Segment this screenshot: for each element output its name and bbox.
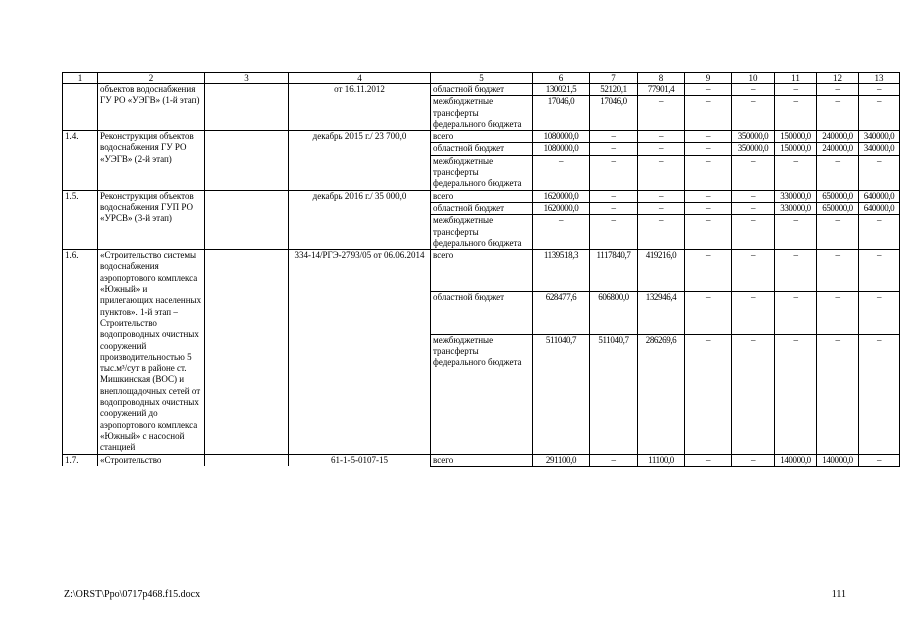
amount-cell: – [685,215,732,250]
amount-cell: 286269,6 [638,334,685,454]
amount-cell: – [859,334,900,454]
table-row [63,84,900,96]
amount-cell: – [638,131,685,143]
item-document: 334-14/РГЭ-2793/05 от 06.06.2014 [289,250,431,454]
amount-cell: 291100,0 [533,454,590,466]
amount-cell: 340000,0 [859,143,900,155]
amount-cell: 511040,7 [533,334,590,454]
col-num-11: 11 [775,73,817,84]
funding-source: областной бюджет [431,292,533,334]
item-number: 1.6. [63,250,98,454]
amount-cell: – [533,155,590,190]
amount-cell: – [685,334,732,454]
amount-cell: – [732,215,775,250]
item-document: 61-1-5-0107-15 [289,454,431,466]
amount-cell: – [775,292,817,334]
funding-source: всего [431,190,533,202]
item-name: Реконструкция объектов водоснабжения ГУП РО «УРСВ» (3-й этап) [98,190,205,249]
item-col3 [205,250,289,454]
budget-table [62,72,900,467]
amount-cell: 17046,0 [533,96,590,131]
amount-cell: 140000,0 [817,454,859,466]
amount-cell: – [817,250,859,292]
col-num-5: 5 [431,73,533,84]
col-num-13: 13 [859,73,900,84]
amount-cell: 132946,4 [638,292,685,334]
funding-source: межбюджетные трансферты федерального бюджета [431,155,533,190]
col-num-1: 1 [63,73,98,84]
item-number: 1.5. [63,190,98,249]
amount-cell: – [817,292,859,334]
amount-cell: – [590,155,638,190]
item-name: «Строительство системы водоснабжения аэропортового комплекса «Южный» и прилегающих населенных пунктов». 1-й этап – Строительство водопроводных очистных сооружений производительностью 5 тыс.м³/сут в районе ст. Мишкинская (ВОС) и внеплощадочных сетей от водопроводных очистных сооружений до аэропортового комплекса «Южный» с насосной станцией [98,250,205,454]
amount-cell: 1080000,0 [533,131,590,143]
amount-cell: – [590,454,638,466]
col-num-12: 12 [817,73,859,84]
col-num-8: 8 [638,73,685,84]
amount-cell: 628477,6 [533,292,590,334]
amount-cell: 511040,7 [590,334,638,454]
item-col3 [205,84,289,131]
table-row [63,454,900,466]
amount-cell: – [817,84,859,96]
item-document: декабрь 2015 г./ 23 700,0 [289,131,431,190]
footer-file-path: Z:\ORST\Ppo\0717p468.f15.docx [64,589,201,600]
amount-cell: – [859,292,900,334]
amount-cell: – [732,96,775,131]
amount-cell: 240000,0 [817,143,859,155]
amount-cell: – [590,215,638,250]
item-name: Реконструкция объектов водоснабжения ГУ РО «УЭГВ» (2-й этап) [98,131,205,190]
amount-cell: 350000,0 [732,131,775,143]
amount-cell: – [685,131,732,143]
amount-cell: – [859,96,900,131]
col-num-6: 6 [533,73,590,84]
amount-cell: 1080000,0 [533,143,590,155]
amount-cell: 77901,4 [638,84,685,96]
amount-cell: – [775,250,817,292]
amount-cell: – [775,96,817,131]
item-col3 [205,131,289,190]
amount-cell: 1620000,0 [533,202,590,214]
amount-cell: – [685,190,732,202]
amount-cell: – [732,190,775,202]
amount-cell: – [817,215,859,250]
column-number-header [63,73,900,84]
amount-cell: – [590,190,638,202]
item-number: 1.4. [63,131,98,190]
amount-cell: – [859,155,900,190]
amount-cell: – [685,143,732,155]
amount-cell: 650000,0 [817,202,859,214]
amount-cell: – [533,215,590,250]
amount-cell: – [638,190,685,202]
item-name: «Строительство [98,454,205,466]
amount-cell: 150000,0 [775,131,817,143]
item-document: от 16.11.2012 [289,84,431,131]
col-num-4: 4 [289,73,431,84]
amount-cell: 140000,0 [775,454,817,466]
amount-cell: 340000,0 [859,131,900,143]
item-col3 [205,454,289,466]
footer-page-number: 111 [831,589,846,600]
amount-cell: – [638,215,685,250]
amount-cell: – [638,202,685,214]
amount-cell: – [685,454,732,466]
amount-cell: 52120,1 [590,84,638,96]
amount-cell: – [732,84,775,96]
amount-cell: – [732,202,775,214]
funding-source: областной бюджет [431,84,533,96]
amount-cell: – [590,131,638,143]
amount-cell: 11100,0 [638,454,685,466]
funding-source: межбюджетные трансферты федерального бюджета [431,96,533,131]
amount-cell: 419216,0 [638,250,685,292]
amount-cell: – [775,84,817,96]
amount-cell: – [638,143,685,155]
item-name: объектов водоснабжения ГУ РО «УЭГВ» (1-й этап) [98,84,205,131]
amount-cell: – [638,155,685,190]
amount-cell: 606800,0 [590,292,638,334]
col-num-10: 10 [732,73,775,84]
amount-cell: – [732,155,775,190]
amount-cell: 150000,0 [775,143,817,155]
item-number: 1.7. [63,454,98,466]
col-num-7: 7 [590,73,638,84]
amount-cell: – [817,96,859,131]
table-row [63,250,900,292]
amount-cell: – [817,334,859,454]
amount-cell: 1117840,7 [590,250,638,292]
item-document: декабрь 2016 г./ 35 000,0 [289,190,431,249]
col-num-9: 9 [685,73,732,84]
col-num-3: 3 [205,73,289,84]
amount-cell: – [732,334,775,454]
item-col3 [205,190,289,249]
amount-cell: – [859,250,900,292]
amount-cell: – [859,454,900,466]
item-number [63,84,98,131]
amount-cell: 640000,0 [859,202,900,214]
funding-source: межбюджетные трансферты федерального бюджета [431,215,533,250]
amount-cell: 17046,0 [590,96,638,131]
table-row [63,190,900,202]
amount-cell: – [775,334,817,454]
funding-source: областной бюджет [431,143,533,155]
amount-cell: – [732,292,775,334]
amount-cell: 330000,0 [775,202,817,214]
funding-source: всего [431,131,533,143]
funding-source: всего [431,454,533,466]
table-row [63,131,900,143]
col-num-2: 2 [98,73,205,84]
amount-cell: – [859,84,900,96]
amount-cell: – [590,202,638,214]
amount-cell: – [859,215,900,250]
table-body [63,73,900,467]
amount-cell: 240000,0 [817,131,859,143]
amount-cell: – [590,143,638,155]
amount-cell: 650000,0 [817,190,859,202]
amount-cell: – [732,250,775,292]
amount-cell: – [775,215,817,250]
amount-cell: 1620000,0 [533,190,590,202]
amount-cell: – [638,96,685,131]
funding-source: областной бюджет [431,202,533,214]
amount-cell: – [775,155,817,190]
amount-cell: – [685,96,732,131]
funding-source: всего [431,250,533,292]
amount-cell: – [685,250,732,292]
amount-cell: – [685,202,732,214]
amount-cell: 330000,0 [775,190,817,202]
amount-cell: – [817,155,859,190]
funding-source: межбюджетные трансферты федерального бюджета [431,334,533,454]
amount-cell: 640000,0 [859,190,900,202]
amount-cell: – [685,84,732,96]
amount-cell: – [685,292,732,334]
amount-cell: – [685,155,732,190]
amount-cell: – [732,454,775,466]
amount-cell: 130021,5 [533,84,590,96]
amount-cell: 1139518,3 [533,250,590,292]
amount-cell: 350000,0 [732,143,775,155]
